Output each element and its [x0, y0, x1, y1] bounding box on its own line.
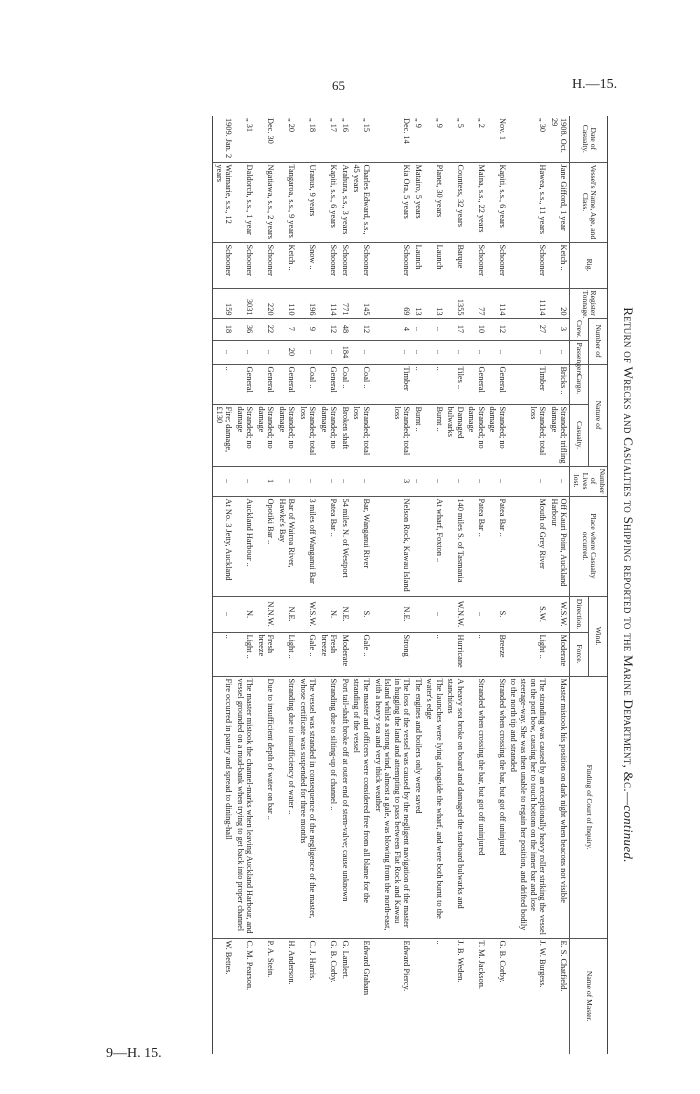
cell-date: 1909. Jan. 2: [213, 116, 235, 162]
cell-vessel: Jane Gifford, 1 year: [548, 162, 570, 242]
cell-tonnage: 196: [297, 288, 318, 318]
cell-rig: Schooner: [318, 242, 339, 288]
cell-lives: ..: [445, 466, 466, 496]
cell-master: ..: [424, 938, 445, 1054]
cell-rig: Schooner: [255, 242, 276, 288]
cell-force: Fresh breeze: [318, 632, 339, 676]
cell-direction: W.N.W.: [445, 596, 466, 632]
cell-date: „ 30: [538, 118, 548, 133]
page-number: 65: [332, 78, 345, 93]
cell-finding: The master and officers were considered free from all blame for the stranding of the vessel: [351, 676, 372, 938]
cell-place: Patea Bar ..: [487, 496, 508, 596]
cell-master: Edward Graham: [351, 938, 372, 1054]
cell-crew: 48: [339, 318, 351, 340]
cell-casualty: Stranded; total loss: [508, 404, 548, 466]
cell-casualty: Burnt ..: [412, 404, 424, 466]
cell-finding: Stranded when crossing the bar, but got off uninjured: [487, 676, 508, 938]
cell-place: [412, 496, 424, 596]
cell-tonnage: 13: [424, 288, 445, 318]
header-finding: Finding of Court of Inquiry.: [570, 676, 608, 938]
cell-force: Strong: [372, 632, 412, 676]
table-row: [487, 116, 508, 1054]
cell-master: P. A. Stein.: [255, 938, 276, 1054]
cell-cargo: Coal ..: [297, 364, 318, 404]
rotated-table-region: [105, 110, 650, 1060]
cell-crew: 7: [276, 318, 297, 340]
cell-passengers: ..: [351, 340, 372, 364]
cell-place: At wharf, Foxton ..: [424, 496, 445, 596]
cell-crew: 12: [351, 318, 372, 340]
cell-lives: 1: [255, 466, 276, 496]
cell-direction: N.E.: [339, 596, 351, 632]
cell-direction: ..: [466, 596, 487, 632]
cell-place: 140 miles S. of Tasmania: [445, 496, 466, 596]
cell-casualty: Stranded; no damage: [487, 404, 508, 466]
cell-force: Moderate: [548, 632, 570, 676]
cell-vessel: Arahura, s.s., 3 years: [339, 162, 351, 242]
cell-lives: ..: [487, 466, 508, 496]
cell-passengers: 20: [276, 340, 297, 364]
header-nature-of: Nature of: [589, 364, 608, 466]
cell-crew: 22: [255, 318, 276, 340]
cell-lives: ..: [297, 466, 318, 496]
cell-finding: The vessel was stranded in consequence of the negligence of the master, whose certificate was suspended for three months: [297, 676, 318, 938]
table-row: [445, 116, 466, 1054]
cell-casualty: Stranded; no damage: [255, 404, 276, 466]
cell-casualty: Damaged bulwarks: [445, 404, 466, 466]
cell-tonnage: 110: [276, 288, 297, 318]
wrecks-table: [212, 116, 608, 1054]
cell-lives: ..: [424, 466, 445, 496]
cell-vessel: Waimarie, s.s., 12 years: [213, 162, 235, 242]
cell-place: Opotiki Bar ..: [255, 496, 276, 596]
cell-passengers: ..: [445, 340, 466, 364]
cell-crew: 36: [234, 318, 255, 340]
cell-finding: Stranding due to silting-up of channel ..: [318, 676, 339, 938]
cell-place: 3 miles off Wanganui Bar: [297, 496, 318, 596]
cell-place: Bar of Wairoa River, Hawke's Bay: [276, 496, 297, 596]
cell-direction: W.S.W.: [297, 596, 318, 632]
header-direction: Direction.: [570, 596, 589, 632]
cell-rig: Schooner: [508, 242, 548, 288]
cell-tonnage: 114: [318, 288, 339, 318]
cell-crew: 10: [466, 318, 487, 340]
cell-vessel: Kapiti, s.s., 6 years: [318, 162, 339, 242]
cell-rig: Schooner: [351, 242, 372, 288]
table-row: [466, 116, 487, 1054]
cell-casualty: Burnt ..: [424, 404, 445, 466]
cell-tonnage: 114: [487, 288, 508, 318]
cell-crew: 12: [487, 318, 508, 340]
cell-tonnage: 159: [213, 288, 235, 318]
table-row: [255, 116, 276, 1054]
cell-force: Breeze: [487, 632, 508, 676]
table-row: [412, 116, 424, 1054]
cell-date: „ 17: [329, 118, 339, 133]
header-rig: Rig.: [570, 242, 608, 288]
cell-vessel: Uranus, 9 years: [297, 162, 318, 242]
cell-tonnage: 20: [548, 288, 570, 318]
cell-date: Nov. 1: [497, 118, 507, 141]
cell-place: At No. 3 Jetty, Auckland: [213, 496, 235, 596]
cell-master: T. M. Jackson.: [466, 938, 487, 1054]
header-casualty: Casualty.: [570, 404, 589, 466]
header-tonnage: Register Tonnage.: [570, 288, 608, 318]
cell-rig: Schooner: [234, 242, 255, 288]
cell-passengers: ..: [297, 340, 318, 364]
cell-casualty: Stranded; no damage: [318, 404, 339, 466]
cell-finding: The launches were lying alongside the wharf, and were both burnt to the water's edge: [424, 676, 445, 938]
cell-cargo: ..: [213, 364, 235, 404]
cell-force: Light ..: [276, 632, 297, 676]
cell-tonnage: 69: [372, 288, 412, 318]
cell-rig: Schooner: [213, 242, 235, 288]
cell-direction: S.: [487, 596, 508, 632]
cell-cargo: ..: [412, 364, 424, 404]
cell-tonnage: 1355: [445, 288, 466, 318]
header-place: Place where Casualty occurred.: [570, 496, 608, 596]
cell-master: Edward Piercy.: [372, 938, 412, 1054]
cell-passengers: ..: [255, 340, 276, 364]
cell-rig: Snow ..: [297, 242, 318, 288]
cell-casualty: Stranded; no damage: [466, 404, 487, 466]
header-wind: Wind.: [589, 596, 608, 676]
cell-finding: The loss of the vessel was caused by the negligent navigation of the master in hugging the land and attempting to pass between Flat Rock and Kawau Island whilst a strong wind, almost a gale, was blowing from the north-east, with a heavy sea and very thick weather: [372, 676, 412, 938]
table-row: [372, 116, 412, 1054]
cell-rig: Schooner: [339, 242, 351, 288]
cell-date: Dec. 30: [266, 118, 276, 144]
cell-passengers: ..: [466, 340, 487, 364]
cell-date: 1908. Oct. 29: [549, 118, 569, 153]
cell-passengers: ..: [548, 340, 570, 364]
header-passengers: Passengers.: [570, 340, 589, 364]
cell-force: [412, 632, 424, 676]
table-row: [318, 116, 339, 1054]
cell-cargo: General: [487, 364, 508, 404]
cell-force: ..: [424, 632, 445, 676]
table-row: [276, 116, 297, 1054]
cell-place: Patea Bar ..: [318, 496, 339, 596]
cell-cargo: General: [318, 364, 339, 404]
table-row: [234, 116, 255, 1054]
table-row: [213, 116, 235, 1054]
cell-cargo: Coal ..: [351, 364, 372, 404]
cell-date: „ 5: [455, 118, 465, 128]
cell-casualty: Stranded; total loss: [372, 404, 412, 466]
header-master: Name of Master.: [570, 938, 608, 1054]
header-lives-lost: Number of Lives lost.: [570, 466, 608, 496]
cell-crew: 12: [318, 318, 339, 340]
cell-vessel: Countess, 32 years: [445, 162, 466, 242]
cell-force: Gale ..: [351, 632, 372, 676]
cell-finding: Port tail-shaft broke off at outer end of stern-valve; cause unknown: [339, 676, 351, 938]
cell-lives: ..: [548, 466, 570, 496]
cell-rig: Schooner: [466, 242, 487, 288]
table-row: [351, 116, 372, 1054]
cell-direction: ..: [213, 596, 235, 632]
cell-cargo: Timber: [372, 364, 412, 404]
cell-direction: S.W.: [508, 596, 548, 632]
cell-cargo: General: [466, 364, 487, 404]
table-row: [339, 116, 351, 1054]
header-number-of: Number of: [589, 318, 608, 364]
cell-tonnage: 771: [339, 288, 351, 318]
cell-master: G. Lamlert.: [339, 938, 351, 1054]
cell-finding: Stranded when crossing the bar, but got off uninjured: [466, 676, 487, 938]
cell-vessel: Maina, s.s., 22 years: [466, 162, 487, 242]
cell-date: Dec. 14: [402, 118, 412, 144]
cell-finding: The master mistook the channel-marks when leaving Auckland Harbour, and vessel grounded on a mud-bank when trying to get back into proper channel: [234, 676, 255, 938]
cell-master: H. Anderson.: [276, 938, 297, 1054]
cell-passengers: ..: [508, 340, 548, 364]
cell-date: „ 31: [245, 118, 255, 133]
cell-rig: Schooner: [487, 242, 508, 288]
cell-finding: A heavy sea broke on board and damaged the starboard bulwarks and stanchions: [445, 676, 466, 938]
cell-master: G. B. Corby.: [318, 938, 339, 1054]
cell-passengers: ..: [213, 340, 235, 364]
cell-date: „ 15: [362, 118, 372, 133]
cell-passengers: ..: [372, 340, 412, 364]
cell-direction: N.: [234, 596, 255, 632]
cell-lives: ..: [339, 466, 351, 496]
cell-rig: Schooner: [372, 242, 412, 288]
cell-lives: ..: [234, 466, 255, 496]
cell-crew: 27: [508, 318, 548, 340]
cell-passengers: ..: [487, 340, 508, 364]
cell-rig: Launch: [412, 242, 424, 288]
table-row: [297, 116, 318, 1054]
cell-finding: Fire occurred in pantry and spread to dining-hall: [213, 676, 235, 938]
header-cargo: Cargo.: [570, 364, 589, 404]
cell-tonnage: 220: [255, 288, 276, 318]
cell-lives: ..: [508, 466, 548, 496]
cell-direction: S.: [351, 596, 372, 632]
cell-date: „ 2: [476, 118, 486, 128]
cell-force: Hurricane: [445, 632, 466, 676]
cell-date: „ 16: [340, 118, 350, 133]
cell-cargo: Timber: [508, 364, 548, 404]
cell-vessel: Charles Edward, s.s., 45 years: [351, 162, 372, 242]
cell-direction: N.: [318, 596, 339, 632]
cell-place: Off Kauri Point, Auckland Harbour: [548, 496, 570, 596]
cell-vessel: Daldorch, s.s., 1 year: [234, 162, 255, 242]
cell-lives: ..: [351, 466, 372, 496]
cell-casualty: Stranded; total loss: [297, 404, 318, 466]
cell-force: ..: [466, 632, 487, 676]
cell-master: C. J. Harris.: [297, 938, 318, 1054]
header-vessel: Vessel's Name, Age, and Class.: [570, 162, 608, 242]
cell-passengers: 184: [339, 340, 351, 364]
cell-finding: Master mistook his position on dark night when beacons not visible: [548, 676, 570, 938]
cell-lives: ..: [466, 466, 487, 496]
cell-cargo: Bricks ..: [548, 364, 570, 404]
document-reference: H.—15.: [572, 77, 618, 92]
cell-vessel: Ngatiawa, s.s., 2 years: [255, 162, 276, 242]
cell-vessel: Tangaroa, s.s., 9 years: [276, 162, 297, 242]
cell-date: „ 9: [434, 118, 444, 128]
cell-casualty: Stranded; no damage: [276, 404, 297, 466]
cell-finding: The stranding was caused by an exceptionally heavy roller striking the vessel on the port bow, causing her to touch bottom on the inner bar and lose steerage-way. She was then unable to regain her position, and drifted bodily to the north tip and stranded: [508, 676, 548, 938]
cell-master: J. B. Weden.: [445, 938, 466, 1054]
cell-crew: ..: [424, 318, 445, 340]
cell-lives: ..: [412, 466, 424, 496]
footer-reference: 9—H. 15.: [106, 1046, 162, 1061]
cell-place: Patea Bar ..: [466, 496, 487, 596]
cell-tonnage: 1114: [508, 288, 548, 318]
cell-master: E. S. Chatfield.: [548, 938, 570, 1054]
cell-rig: Launch: [424, 242, 445, 288]
table-row: [424, 116, 445, 1054]
cell-finding: Stranding due to insufficiency of water ..: [276, 676, 297, 938]
cell-casualty: Fire; damage, £130: [213, 404, 235, 466]
header-force: Force.: [570, 632, 589, 676]
cell-master: W. Bettes.: [213, 938, 235, 1054]
cell-casualty: Stranded; no damage: [234, 404, 255, 466]
cell-lives: ..: [276, 466, 297, 496]
cell-cargo: ..: [424, 364, 445, 404]
cell-crew: 18: [213, 318, 235, 340]
cell-rig: Ketch ..: [548, 242, 570, 288]
table-title-continued: continued.: [621, 805, 636, 863]
cell-tonnage: 13: [412, 288, 424, 318]
cell-direction: N.E.: [276, 596, 297, 632]
cell-master: G. B. Corby.: [487, 938, 508, 1054]
header-crew: Crew.: [570, 318, 589, 340]
cell-tonnage: 77: [466, 288, 487, 318]
cell-crew: 9: [297, 318, 318, 340]
cell-direction: W.S.W.: [548, 596, 570, 632]
cell-force: Light ..: [234, 632, 255, 676]
cell-crew: ..: [412, 318, 424, 340]
cell-lives: 3: [372, 466, 412, 496]
cell-casualty: Stranded; trifling damage: [548, 404, 570, 466]
cell-crew: 3: [548, 318, 570, 340]
cell-date: „ 9: [413, 118, 423, 128]
cell-lives: ..: [213, 466, 235, 496]
cell-master: C. M. Pearson.: [234, 938, 255, 1054]
cell-passengers: ..: [234, 340, 255, 364]
cell-crew: 17: [445, 318, 466, 340]
cell-passengers: ..: [412, 340, 424, 364]
header-date: Date of Casualty.: [570, 116, 608, 162]
cell-passengers: ..: [424, 340, 445, 364]
cell-force: Gale ..: [297, 632, 318, 676]
cell-force: ..: [213, 632, 235, 676]
cell-place: Bar, Wanganui River: [351, 496, 372, 596]
cell-force: Moderate: [339, 632, 351, 676]
cell-master: J. W. Burgess.: [508, 938, 548, 1054]
cell-direction: N.N.W.: [255, 596, 276, 632]
cell-finding: Due to insufficient depth of water on bar ..: [255, 676, 276, 938]
cell-crew: 4: [372, 318, 412, 340]
cell-cargo: General: [276, 364, 297, 404]
table-row: [548, 116, 570, 1054]
cell-vessel: Kapiti, s.s., 6 years: [487, 162, 508, 242]
cell-tonnage: 3031: [234, 288, 255, 318]
cell-force: Light ..: [508, 632, 548, 676]
cell-place: Auckland Harbour ..: [234, 496, 255, 596]
cell-master: [412, 938, 424, 1054]
cell-force: Fresh breeze: [255, 632, 276, 676]
cell-casualty: Stranded; total loss: [351, 404, 372, 466]
cell-place: Nelson Rock, Kawau Island: [372, 496, 412, 596]
cell-place: Mouth of Grey River: [508, 496, 548, 596]
cell-direction: [412, 596, 424, 632]
table-title-main: Return of Wrecks and Casualties to Shipping reported to the Marine Department, &c.—: [621, 307, 636, 806]
cell-direction: N.E.: [372, 596, 412, 632]
cell-tonnage: 145: [351, 288, 372, 318]
cell-passengers: ..: [318, 340, 339, 364]
cell-finding: The engines and boilers only were saved: [412, 676, 424, 938]
cell-cargo: Tiles ..: [445, 364, 466, 404]
cell-direction: ..: [424, 596, 445, 632]
table-title: [620, 110, 636, 1060]
cell-lives: ..: [318, 466, 339, 496]
cell-cargo: General: [234, 364, 255, 404]
cell-cargo: Coal ..: [339, 364, 351, 404]
cell-place: 54 miles N. of Westport: [339, 496, 351, 596]
cell-vessel: Planet, 30 years: [424, 162, 445, 242]
cell-date: „ 20: [287, 118, 297, 133]
cell-date: „ 18: [308, 118, 318, 133]
cell-vessel: Kia Ora, 5 years: [372, 162, 412, 242]
table-row: [508, 116, 548, 1054]
cell-rig: Ketch ..: [276, 242, 297, 288]
cell-vessel: Matairo, 5 years: [412, 162, 424, 242]
cell-cargo: General: [255, 364, 276, 404]
cell-casualty: Broken shaft: [339, 404, 351, 466]
cell-rig: Barque: [445, 242, 466, 288]
cell-vessel: Hawea, s.s., 11 years: [508, 162, 548, 242]
